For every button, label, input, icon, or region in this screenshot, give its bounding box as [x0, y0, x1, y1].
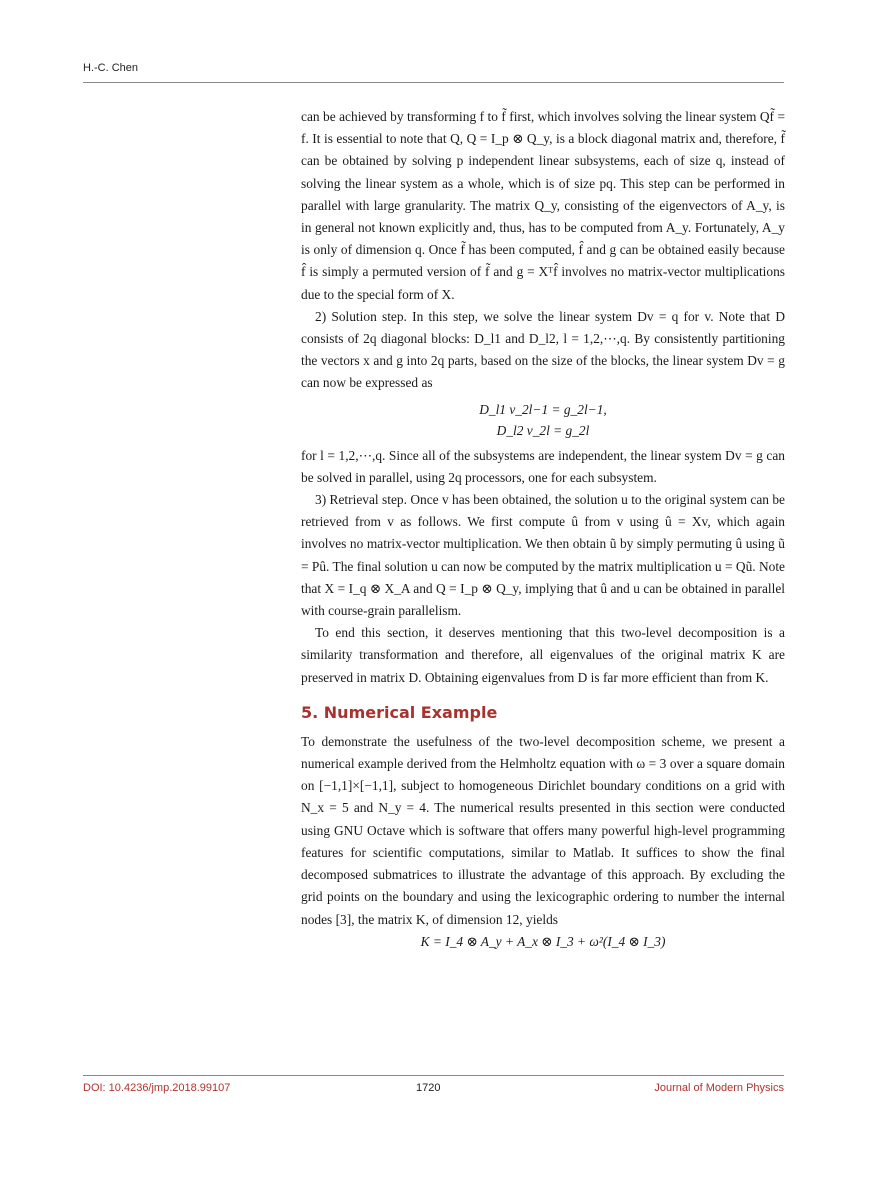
- paragraph-numerical-example: To demonstrate the usefulness of the two-level decomposition scheme, we present a numerical example derived from the Helmholtz equation with ω = 3 over a square domain on [−1,1]×[−1,1], subject to homogeneous Dirichlet boundary conditions on a grid with N_x = 5 and N_y = 4. The numerical results presented in this section were conducted using GNU Octave which is software that offers many powerful high-level programming features for scientific computations, similar to Matlab. It suffices to show the final decomposed submatrices to illustrate the advantage of this approach. By excluding the grid points on the boundary and using the lexicographic ordering to number the internal nodes [3], the matrix K, of dimension 12, yields: [301, 733, 785, 927]
- equation-line-2: D_l2 v_2l = g_2l: [496, 422, 590, 438]
- header-rule: [83, 82, 784, 83]
- paragraph-retrieval-step: 3) Retrieval step. Once v has been obtained, the solution u to the original system can be retrieved from v as follows. We first compute û from v using û = Xv, which again involves no matrix-vector multiplication. We then obtain ũ by simply permuting û using ũ = Pû. The final solution u can now be computed by the matrix multiplication u = Qũ. Note that X = I_q ⊗ X_A and Q = I_p ⊗ Q_y, implying that û and u can be obtained in parallel with course-grain parallelism.: [301, 492, 785, 619]
- equation-line-1: D_l1 v_2l−1 = g_2l−1,: [479, 401, 607, 417]
- paragraph-transformation: can be achieved by transforming f to f̃ first, which involves solving the linear system Qf̃ = f. It is essential to note that Q, Q = I_p ⊗ Q_y, is a block diagonal matrix and, therefore, f̃ can be obtained by solving p independent linear subsystems, each of size q, instead of solving the linear system as a whole, which is of size pq. This step can be performed in parallel with large granularity. The matrix Q_y, consisting of the eigenvectors of A_y, is in general not known explicitly and, thus, has to be computed from A_y. Fortunately, A_y is only of dimension q. Once f̃ has been computed, f̂ and g can be obtained easily because f̂ is simply a permuted version of f̃ and g = Xᵀf̂ involves no matrix-vector multiplications due to the special form of X.: [301, 109, 785, 302]
- section-heading: 5. Numerical Example: [301, 702, 498, 722]
- equation-matrix-k: K = I_4 ⊗ A_y + A_x ⊗ I_3 + ω²(I_4 ⊗ I_3): [420, 933, 666, 949]
- paragraph-section-end: To end this section, it deserves mentioning that this two-level decomposition is a similarity transformation and therefore, all eigenvalues of the original matrix K are preserved in matrix D. Obtaining eigenvalues from D is far more efficient than from K.: [301, 625, 785, 685]
- footer-rule: [83, 1075, 784, 1076]
- page-body: [301, 106, 785, 953]
- running-header-author: H.-C. Chen: [83, 62, 139, 74]
- footer-page-number: 1720: [416, 1082, 441, 1094]
- footer-doi-link[interactable]: DOI: 10.4236/jmp.2018.99107: [83, 1082, 231, 1094]
- footer-journal-link[interactable]: Journal of Modern Physics: [654, 1082, 784, 1094]
- paragraph-subsystems: for l = 1,2,⋯,q. Since all of the subsystems are independent, the linear system Dv = g can be solved in parallel, using 2q processors, one for each subsystem.: [301, 447, 785, 485]
- equation-block-subsystems: [301, 395, 785, 445]
- paragraph-solution-step: 2) Solution step. In this step, we solve the linear system Dv = q for v. Note that D consists of 2q diagonal blocks: D_l1 and D_l2, l = 1,2,⋯,q. By consistently partitioning the vectors x and g into 2q parts, based on the size of the blocks, the linear system Dv = g can now be expressed as: [301, 308, 785, 391]
